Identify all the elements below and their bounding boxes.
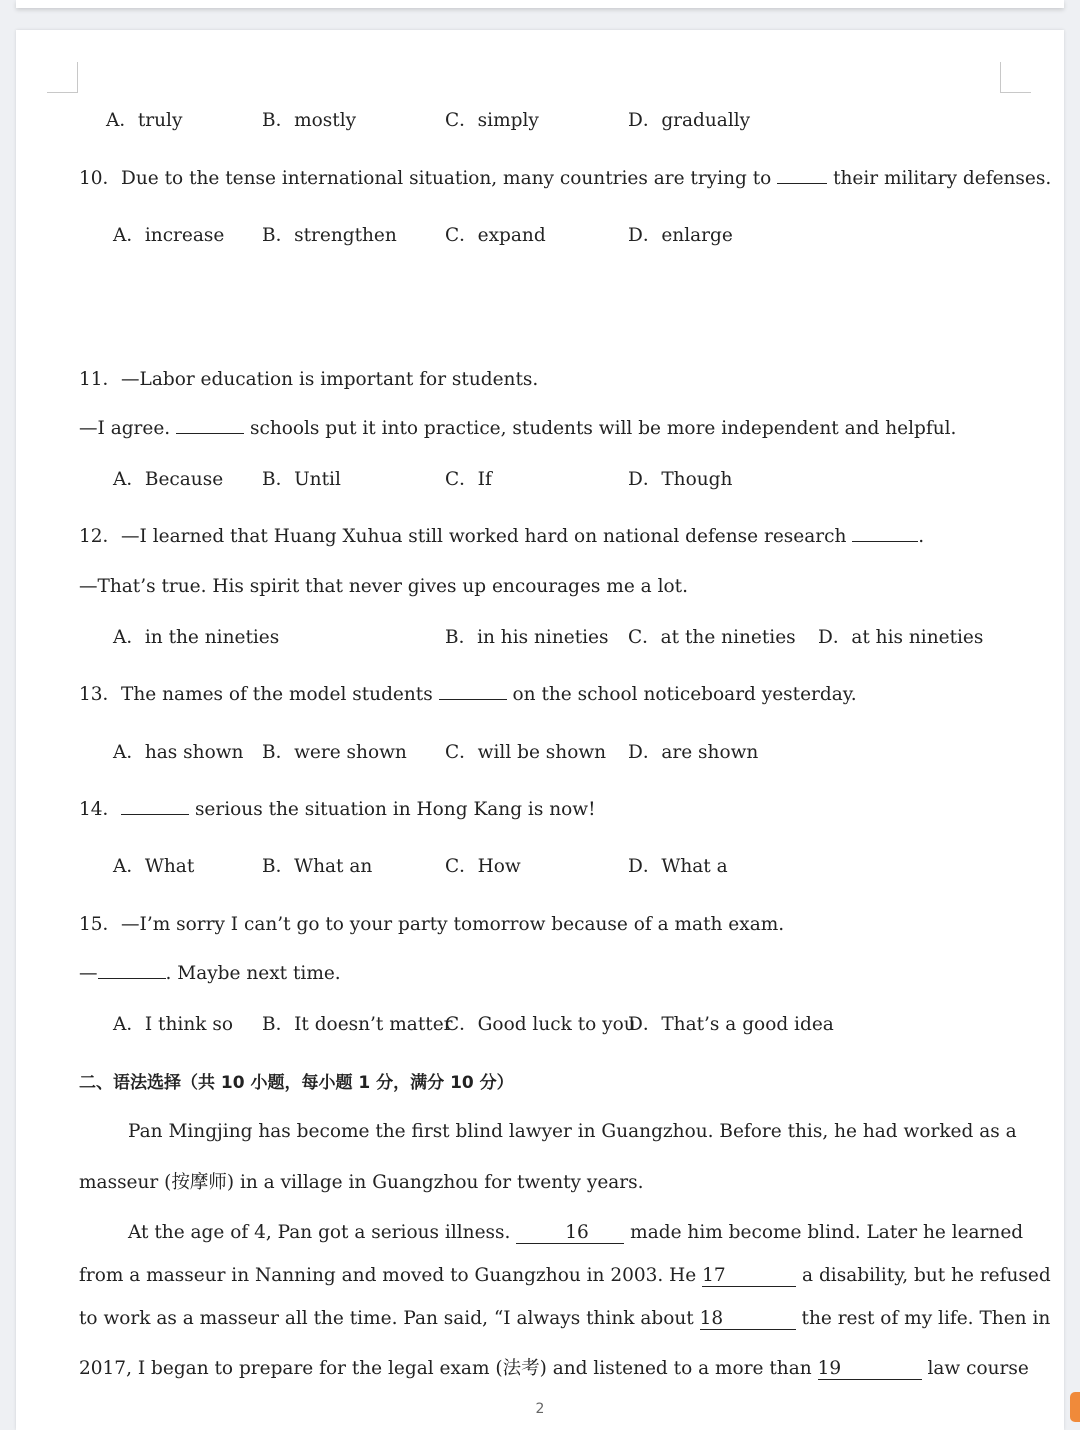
stem-text: serious the situation in Hong Kang is now! [194, 799, 596, 820]
option-c: C．How [445, 856, 521, 877]
option-c: C．at the nineties [628, 627, 796, 648]
stem-text: — [79, 963, 98, 984]
answer-blank [176, 417, 244, 434]
option-a: A．in the nineties [113, 627, 280, 648]
option-c: C．will be shown [445, 742, 607, 763]
question-12-line2: —That’s true. His spirit that never gives up encourages me a lot. [79, 576, 688, 597]
passage-text: 2017, I began to prepare for the legal exam (法考) and listened to a more than [79, 1358, 812, 1379]
passage-p2-line3 [79, 1307, 1051, 1331]
question-14-stem [79, 798, 596, 822]
option-b: B．were shown [262, 742, 407, 763]
numbered-blank-19: 19 [818, 1359, 922, 1380]
option-d: D．gradually [628, 110, 751, 131]
option-d: D．enlarge [628, 225, 733, 246]
numbered-blank-16: 16 [516, 1223, 624, 1244]
option-a: A．increase [113, 225, 225, 246]
document-page [16, 30, 1064, 1430]
option-d: D．are shown [628, 742, 759, 763]
question-13-stem [79, 683, 857, 707]
numbered-blank-17: 17 [702, 1266, 796, 1287]
passage-p2-line4 [79, 1357, 1029, 1381]
question-10-stem [79, 167, 1051, 191]
passage-text: to work as a masseur all the time. Pan said, “I always think about [79, 1308, 694, 1329]
question-15-line1: 15．—I’m sorry I can’t go to your party tomorrow because of a math exam. [79, 914, 785, 935]
passage-p2-line1 [79, 1221, 1024, 1245]
passage-text: a disability, but he refused [802, 1265, 1051, 1286]
option-d: D．Though [628, 469, 733, 490]
stem-text: schools put it into practice, students will be more independent and helpful. [249, 418, 957, 439]
option-a: A．truly [106, 110, 183, 131]
stem-text: . [918, 526, 925, 547]
stem-text: 13．The names of the model students [79, 684, 433, 705]
stem-text: on the school noticeboard yesterday. [512, 684, 857, 705]
option-d: D．What a [628, 856, 728, 877]
answer-blank [98, 962, 166, 979]
stem-text: 10．Due to the tense international situation, many countries are trying to [79, 168, 772, 189]
stem-text: . Maybe next time. [165, 963, 341, 984]
option-a: A．What [113, 856, 195, 877]
option-b: B．mostly [262, 110, 357, 131]
answer-blank [121, 798, 189, 815]
stem-text: —I agree. [79, 418, 171, 439]
question-11-line1: 11．—Labor education is important for students. [79, 369, 539, 390]
answer-blank [439, 683, 507, 700]
option-b: B．Until [262, 469, 341, 490]
question-15-line2 [79, 962, 341, 986]
answer-blank [777, 167, 827, 184]
option-a: A．has shown [113, 742, 244, 763]
passage-text: law course [927, 1358, 1029, 1379]
option-b: B．in his nineties [445, 627, 609, 648]
scrollbar-thumb[interactable] [1070, 1392, 1080, 1422]
passage-text: the rest of my life. Then in [801, 1308, 1051, 1329]
question-12-line1 [79, 525, 924, 549]
option-b: B．What an [262, 856, 373, 877]
passage-p2-line2 [79, 1264, 1051, 1288]
option-d: D．at his nineties [818, 627, 984, 648]
question-11-line2 [79, 417, 956, 441]
option-b: B．strengthen [262, 225, 397, 246]
option-c: C．expand [445, 225, 546, 246]
section-2-title: 二、语法选择（共 10 小题，每小题 1 分，满分 10 分） [79, 1073, 514, 1093]
stem-text: 14． [79, 799, 122, 820]
numbered-blank-18: 18 [700, 1309, 796, 1330]
passage-text: At the age of 4, Pan got a serious illness. [128, 1222, 511, 1243]
option-c: C．Good luck to you [445, 1014, 636, 1035]
option-a: A．I think so [113, 1014, 233, 1035]
passage-p1-line1: Pan Mingjing has become the first blind lawyer in Guangzhou. Before this, he had worked as a [128, 1121, 1017, 1142]
crop-mark-left [47, 62, 78, 93]
page-number: 2 [535, 1401, 545, 1417]
passage-text: made him become blind. Later he learned [630, 1222, 1024, 1243]
stem-text: their military defenses. [833, 168, 1052, 189]
answer-blank [852, 525, 918, 542]
option-d: D．That’s a good idea [628, 1014, 834, 1035]
option-c: C．If [445, 469, 492, 490]
previous-page-edge [16, 0, 1064, 8]
passage-p1-line2: masseur (按摩师) in a village in Guangzhou for twenty years. [79, 1172, 644, 1193]
option-a: A．Because [113, 469, 224, 490]
crop-mark-right [1000, 62, 1031, 93]
passage-text: from a masseur in Nanning and moved to Guangzhou in 2003. He [79, 1265, 697, 1286]
option-b: B．It doesn’t matter [262, 1014, 453, 1035]
option-c: C．simply [445, 110, 539, 131]
stem-text: 12．—I learned that Huang Xuhua still worked hard on national defense research [79, 526, 847, 547]
